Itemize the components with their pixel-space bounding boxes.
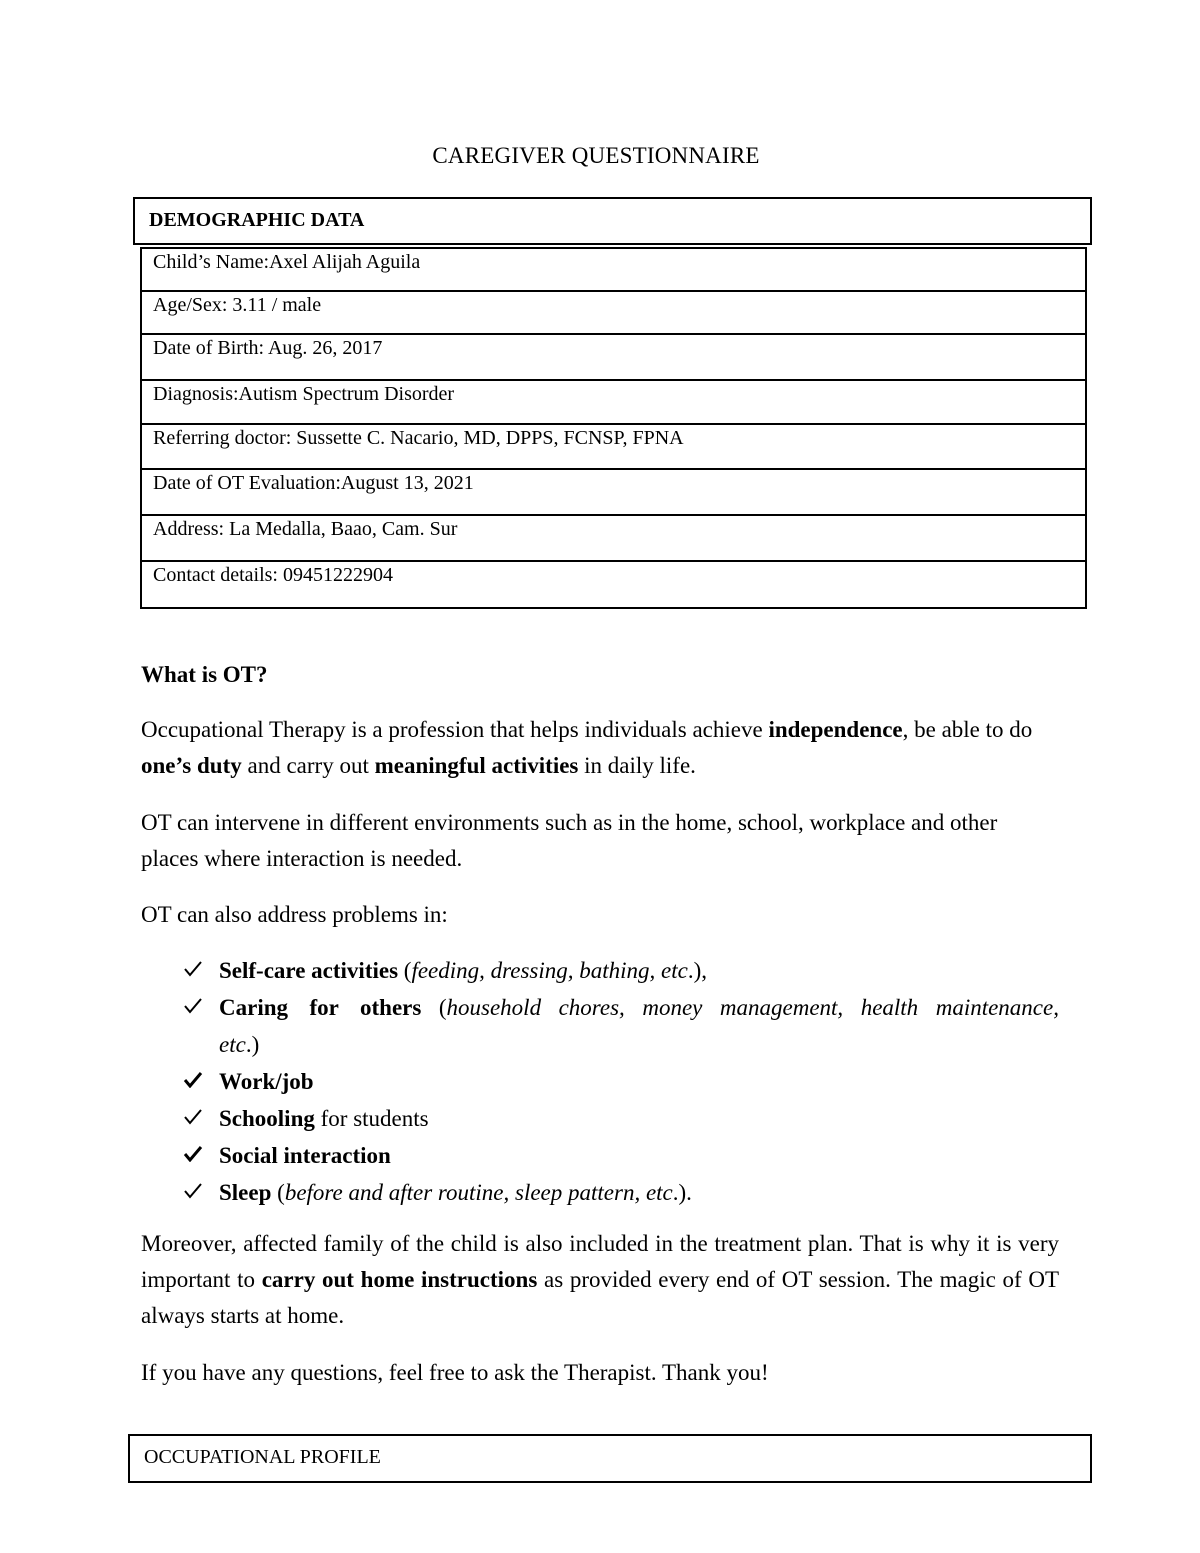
check-mark-icon (183, 989, 213, 1014)
table-row (140, 381, 1087, 425)
text-run: Moreover, affected family of the child is also included in the treatment plan. That is why it is very important to (141, 1231, 1059, 1292)
referring-doctor-field: Referring doctor: Sussette C. Nacario, MD, DPPS, FCNSP, FPNA (153, 427, 684, 449)
list-item: Caring for others (household chores, money management, health maintenance, etc.) (183, 989, 1059, 1063)
emphasis-activities: meaningful activities (374, 753, 579, 778)
check-mark-icon (183, 1174, 213, 1199)
text-run: Occupational Therapy is a profession that helps individuals achieve (141, 717, 769, 742)
occupational-profile-header (128, 1434, 1092, 1483)
check-mark-icon (183, 1063, 213, 1088)
demographic-header (133, 197, 1092, 245)
what-is-ot-heading: What is OT? (141, 662, 268, 687)
dob-field: Date of Birth: Aug. 26, 2017 (153, 337, 383, 359)
list-item: Schooling for students (183, 1100, 1059, 1137)
address-field: Address: La Medalla, Baao, Cam. Sur (153, 518, 458, 540)
ot-evaluation-date-field: Date of OT Evaluation:August 13, 2021 (153, 472, 474, 494)
emphasis-independence: independence (768, 717, 903, 742)
diagnosis-field: Diagnosis:Autism Spectrum Disorder (153, 383, 455, 405)
text-run: in daily life. (578, 753, 696, 778)
table-row (140, 470, 1087, 516)
age-sex-field: Age/Sex: 3.11 / male (153, 294, 322, 316)
emphasis-home-instructions: carry out home instructions (261, 1267, 538, 1292)
check-mark-icon (183, 952, 213, 977)
demographic-table (140, 247, 1087, 609)
text-run: and carry out (241, 753, 375, 778)
list-item: Work/job (183, 1063, 1059, 1100)
closing-paragraph: If you have any questions, feel free to ask the Therapist. Thank you! (141, 1360, 769, 1385)
text-run: as provided every end of OT session. The magic of OT always starts at home. (141, 1267, 1060, 1328)
ot-definition-paragraph (141, 712, 1059, 784)
table-row (140, 562, 1087, 609)
contact-details-field: Contact details: 09451222904 (153, 564, 393, 586)
family-paragraph (141, 1226, 1059, 1334)
check-mark-icon (183, 1137, 213, 1162)
list-item: Self-care activities (feeding, dressing, bathing, etc.), (183, 952, 1059, 989)
ot-environments-paragraph: OT can intervene in different environments such as in the home, school, workplace and other places where interaction is needed. (141, 810, 998, 871)
emphasis-duty: one’s duty (141, 753, 242, 778)
list-item: Social interaction (183, 1137, 1059, 1174)
table-row (140, 335, 1087, 381)
occupational-profile-label: OCCUPATIONAL PROFILE (144, 1446, 381, 1468)
list-item: Sleep (before and after routine, sleep pattern, etc.). (183, 1174, 1059, 1211)
problems-list (183, 952, 1059, 1211)
child-name-field: Child’s Name:Axel Alijah Aguila (153, 251, 421, 273)
check-mark-icon (183, 1100, 213, 1125)
demographic-header-label: DEMOGRAPHIC DATA (149, 209, 365, 231)
table-row (140, 425, 1087, 470)
page-title: CAREGIVER QUESTIONNAIRE (432, 143, 760, 168)
ot-problems-intro: OT can also address problems in: (141, 902, 448, 927)
table-row (140, 247, 1087, 292)
table-row (140, 292, 1087, 335)
text-run: , be able to do (902, 717, 1033, 742)
table-row (140, 516, 1087, 562)
